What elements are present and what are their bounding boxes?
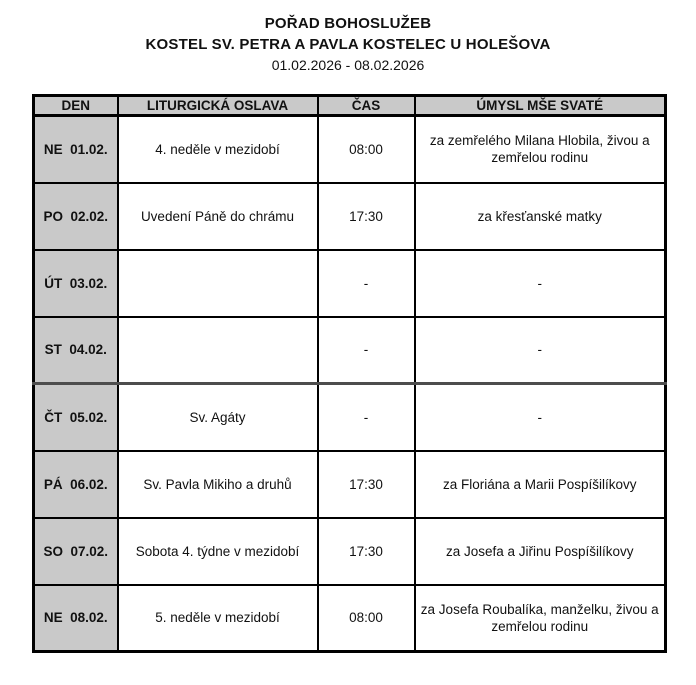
time-cell: 08:00 — [318, 585, 415, 652]
celebration-cell: Uvedení Páně do chrámu — [118, 183, 318, 250]
intention-cell: - — [415, 250, 666, 317]
column-header-umysl-mse-svate: ÚMYSL MŠE SVATÉ — [415, 96, 666, 116]
celebration-cell: Sobota 4. týdne v mezidobí — [118, 518, 318, 585]
day-cell: NE 08.02. — [34, 585, 118, 652]
table-row — [34, 585, 666, 652]
time-cell: 17:30 — [318, 451, 415, 518]
intention-cell: - — [415, 317, 666, 384]
day-cell: ÚT 03.02. — [34, 250, 118, 317]
intention-cell: - — [415, 384, 666, 451]
column-header-liturgicka-oslava: LITURGICKÁ OSLAVA — [118, 96, 318, 116]
table-row — [34, 317, 666, 384]
table-row — [34, 518, 666, 585]
intention-cell: za křesťanské matky — [415, 183, 666, 250]
church-name: KOSTEL SV. PETRA A PAVLA KOSTELEC U HOLEŠOVA — [145, 36, 551, 53]
day-cell: ČT 05.02. — [34, 384, 118, 451]
date-range: 01.02.2026 - 08.02.2026 — [271, 57, 425, 73]
intention-cell: za Josefa Roubalíka, manželku, živou a zemřelou rodinu — [415, 585, 666, 652]
day-cell: PO 02.02. — [34, 183, 118, 250]
table-row — [34, 116, 666, 183]
time-cell: 08:00 — [318, 116, 415, 183]
celebration-cell: Sv. Agáty — [118, 384, 318, 451]
celebration-cell — [118, 250, 318, 317]
header-row — [34, 96, 666, 116]
document-header — [0, 13, 696, 75]
celebration-cell — [118, 317, 318, 384]
column-header-den: DEN — [34, 96, 118, 116]
celebration-cell: 5. neděle v mezidobí — [118, 585, 318, 652]
page-title: POŘAD BOHOSLUŽEB — [264, 15, 432, 32]
table-body — [34, 116, 666, 652]
intention-cell: za zemřelého Milana Hlobila, živou a zemřelou rodinu — [415, 116, 666, 183]
table-row — [34, 250, 666, 317]
table-header — [34, 96, 666, 116]
day-cell: ST 04.02. — [34, 317, 118, 384]
table-row — [34, 451, 666, 518]
celebration-cell: 4. neděle v mezidobí — [118, 116, 318, 183]
intention-cell: za Josefa a Jiřinu Pospíšilíkovy — [415, 518, 666, 585]
time-cell: - — [318, 384, 415, 451]
time-cell: - — [318, 250, 415, 317]
day-cell: NE 01.02. — [34, 116, 118, 183]
celebration-cell: Sv. Pavla Mikiho a druhů — [118, 451, 318, 518]
intention-cell: za Floriána a Marii Pospíšilíkovy — [415, 451, 666, 518]
time-cell: - — [318, 317, 415, 384]
column-header-cas: ČAS — [318, 96, 415, 116]
time-cell: 17:30 — [318, 183, 415, 250]
day-cell: SO 07.02. — [34, 518, 118, 585]
table-row — [34, 384, 666, 451]
day-cell: PÁ 06.02. — [34, 451, 118, 518]
table-row — [34, 183, 666, 250]
time-cell: 17:30 — [318, 518, 415, 585]
schedule-table — [32, 94, 667, 653]
